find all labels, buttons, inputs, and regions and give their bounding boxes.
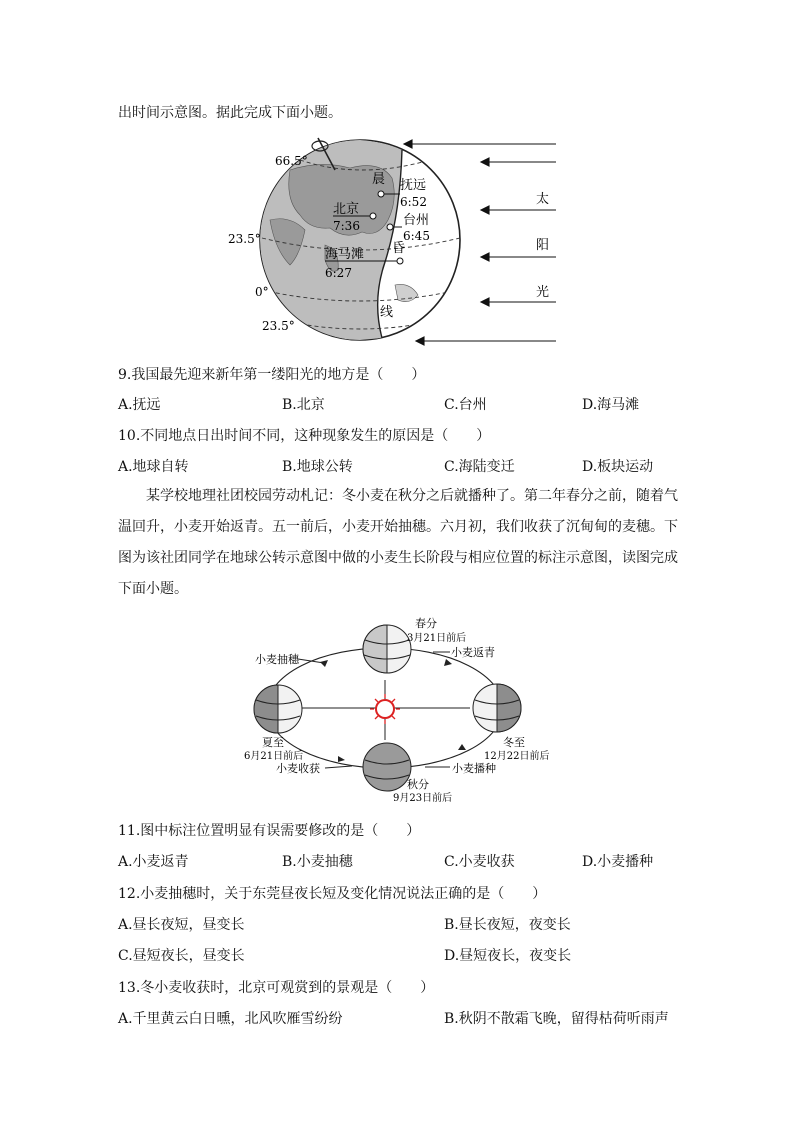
q11-option-b: B.小麦抽穗 (282, 854, 353, 870)
q13-option-b: B.秋阴不散霜飞晚，留得枯荷听雨声 (444, 1011, 669, 1027)
spring-label: 春分 (415, 617, 437, 630)
q9-stem: 9.我国最先迎来新年第一缕阳光的地方是（ ） (118, 367, 426, 383)
q13-stem: 13.冬小麦收获时，北京可观赏到的景观是（ ） (118, 980, 435, 996)
summer-date: 6月21日前后 (244, 751, 304, 762)
q12-option-b: B.昼长夜短，夜变长 (444, 917, 571, 933)
lat-23n-label: 23.5° (228, 232, 261, 246)
hun-label: 昏 (392, 241, 406, 256)
q9-option-a: A.抚远 (118, 397, 161, 413)
q10-option-d: D.板块运动 (582, 459, 654, 475)
lat-23s-label: 23.5° (262, 319, 295, 333)
q9-option-b: B.北京 (282, 397, 325, 413)
heading-label: 小麦抽穗 (255, 653, 299, 666)
q13-option-a: A.千里黄云白日曛，北风吹雁雪纷纷 (118, 1011, 343, 1027)
q12-option-a: A.昼长夜短，昼变长 (118, 917, 245, 933)
sun-word-3: 光 (536, 285, 550, 300)
sowing-label: 小麦播种 (452, 762, 496, 775)
fuyuan-time: 6:52 (400, 195, 427, 209)
haimatan-time: 6:27 (325, 266, 352, 280)
lat-66-label: 66.5° (275, 154, 308, 168)
q10-stem: 10.不同地点日出时间不同，这种现象发生的原因是（ ） (118, 428, 491, 444)
q10-option-a: A.地球自转 (118, 459, 189, 475)
sun-word-1: 太 (536, 192, 550, 207)
q9-option-c: C.台州 (444, 397, 487, 413)
q11-stem: 11.图中标注位置明显有误需要修改的是（ ） (118, 823, 421, 839)
q10-option-b: B.地球公转 (282, 459, 353, 475)
sunrise-globe-figure (220, 132, 565, 350)
spring-date: 3月21日前后 (407, 633, 467, 644)
greening-label: 小麦返青 (451, 646, 495, 659)
intro-line: 出时间示意图。据此完成下面小题。 (118, 105, 342, 121)
beijing-time: 7:36 (333, 219, 360, 233)
q12-option-d: D.昼短夜长，夜变长 (444, 948, 572, 964)
autumn-date: 9月23日前后 (393, 793, 453, 804)
sun-word-2: 阳 (536, 238, 550, 253)
harvest-label: 小麦收获 (276, 762, 320, 775)
taizhou-time: 6:45 (403, 229, 430, 243)
q9-option-d: D.海马滩 (582, 397, 640, 413)
summer-label: 夏至 (262, 736, 284, 749)
chen-label: 晨 (372, 172, 386, 187)
beijing-label: 北京 (333, 202, 360, 217)
q11-option-a: A.小麦返青 (118, 854, 189, 870)
xian-label: 线 (380, 305, 394, 320)
winter-label: 冬至 (503, 736, 525, 749)
taizhou-label: 台州 (403, 213, 430, 228)
q10-option-c: C.海陆变迁 (444, 459, 515, 475)
orbit-figure (240, 612, 560, 808)
fuyuan-label: 抚远 (400, 178, 427, 193)
autumn-label: 秋分 (407, 778, 429, 791)
passage-text: 某学校地理社团校园劳动札记：冬小麦在秋分之后就播种了。第二年春分之前，随着气温回升，小麦开始返青。五一前后，小麦开始抽穗。六月初，我们收获了沉甸甸的麦穗。下图为该社团同学在地球公转示意图中做的小麦生长阶段与相应位置的标注示意图，读图完成下面小题。 (118, 488, 678, 597)
lat-0-label: 0° (255, 285, 269, 299)
haimatan-label: 海马滩 (325, 247, 365, 262)
winter-date: 12月22日前后 (484, 751, 550, 762)
q12-stem: 12.小麦抽穗时，关于东莞昼夜长短及变化情况说法正确的是（ ） (118, 886, 547, 902)
q11-option-c: C.小麦收获 (444, 854, 515, 870)
q11-option-d: D.小麦播种 (582, 854, 654, 870)
q12-option-c: C.昼短夜长，昼变长 (118, 948, 245, 964)
